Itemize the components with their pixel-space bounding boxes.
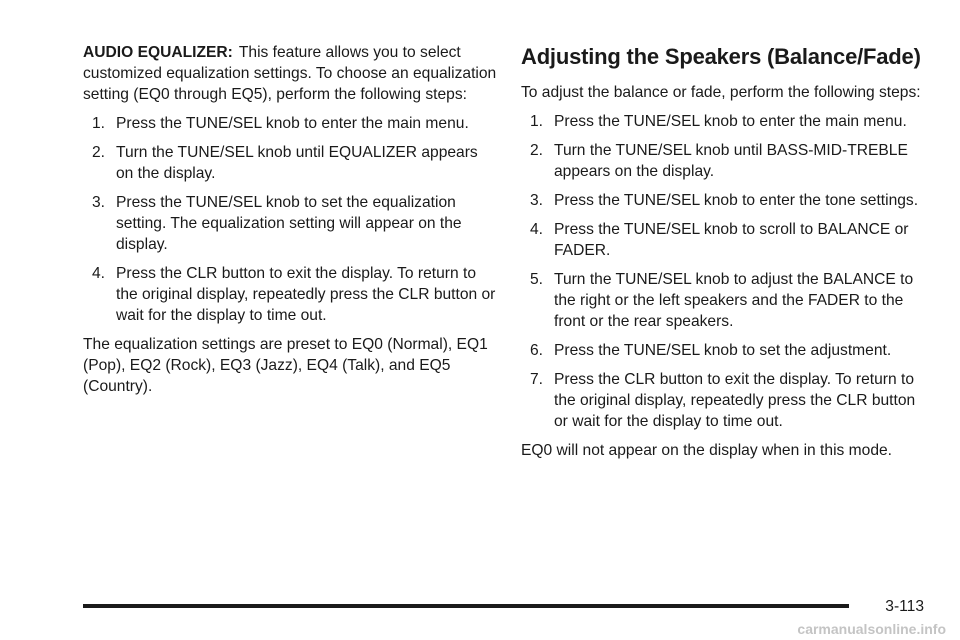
list-item	[521, 269, 926, 332]
step-number: 4.	[92, 265, 106, 282]
list-item	[83, 192, 499, 255]
step-text: Turn the TUNE/SEL knob until EQUALIZER appears on the display.	[116, 144, 478, 182]
list-item	[83, 263, 499, 326]
list-item	[521, 190, 926, 211]
watermark: carmanualsonline.info	[797, 621, 946, 637]
step-text: Press the TUNE/SEL knob to enter the main menu.	[554, 113, 907, 130]
step-text: Press the TUNE/SEL knob to enter the main menu.	[116, 115, 469, 132]
list-item	[83, 113, 499, 134]
balance-fade-steps	[521, 111, 926, 432]
equalizer-intro-text: This feature allows you to select customized equalization settings. To choose an equalization setting (EQ0 through EQ5), perform the following steps:	[83, 44, 497, 103]
step-number: 3.	[530, 192, 544, 209]
step-number: 1.	[530, 113, 544, 130]
equalizer-presets-note: The equalization settings are preset to EQ0 (Normal), EQ1 (Pop), EQ2 (Rock), EQ3 (Jazz), EQ4 (Talk), and EQ5 (Country).	[83, 336, 488, 395]
step-text: Press the TUNE/SEL knob to set the adjustment.	[554, 342, 892, 359]
step-number: 2.	[92, 144, 106, 161]
balance-fade-intro: To adjust the balance or fade, perform the following steps:	[521, 84, 921, 101]
step-number: 7.	[530, 371, 544, 388]
list-item	[521, 111, 926, 132]
step-text: Press the TUNE/SEL knob to set the equalization setting. The equalization setting will appear on the display.	[116, 194, 462, 253]
step-number: 6.	[530, 342, 544, 359]
section-heading: Adjusting the Speakers (Balance/Fade)	[521, 44, 921, 69]
audio-equalizer-label: AUDIO EQUALIZER:	[83, 44, 233, 61]
step-number: 1.	[92, 115, 106, 132]
equalizer-steps	[83, 113, 499, 326]
step-text: Press the TUNE/SEL knob to enter the tone settings.	[554, 192, 919, 209]
equalizer-intro	[83, 42, 499, 105]
step-text: Press the CLR button to exit the display. To return to the original display, repeatedly press the CLR button or wait for the display to time out.	[116, 265, 496, 324]
footer-rule	[83, 604, 849, 608]
list-item	[521, 369, 926, 432]
step-number: 2.	[530, 142, 544, 159]
list-item	[521, 219, 926, 261]
step-text: Turn the TUNE/SEL knob to adjust the BALANCE to the right or the left speakers and the FADER to the front or the rear speakers.	[554, 271, 914, 330]
left-column	[83, 42, 499, 405]
list-item	[521, 140, 926, 182]
eq0-note: EQ0 will not appear on the display when in this mode.	[521, 442, 892, 459]
step-text: Press the CLR button to exit the display. To return to the original display, repeatedly press the CLR button or wait for the display to time out.	[554, 371, 916, 430]
list-item	[83, 142, 499, 184]
step-text: Turn the TUNE/SEL knob until BASS-MID-TREBLE appears on the display.	[554, 142, 908, 180]
step-number: 3.	[92, 194, 106, 211]
step-number: 5.	[530, 271, 544, 288]
step-number: 4.	[530, 221, 544, 238]
right-column	[521, 44, 926, 469]
step-text: Press the TUNE/SEL knob to scroll to BALANCE or FADER.	[554, 221, 909, 259]
page-number: 3-113	[885, 598, 924, 615]
list-item	[521, 340, 926, 361]
